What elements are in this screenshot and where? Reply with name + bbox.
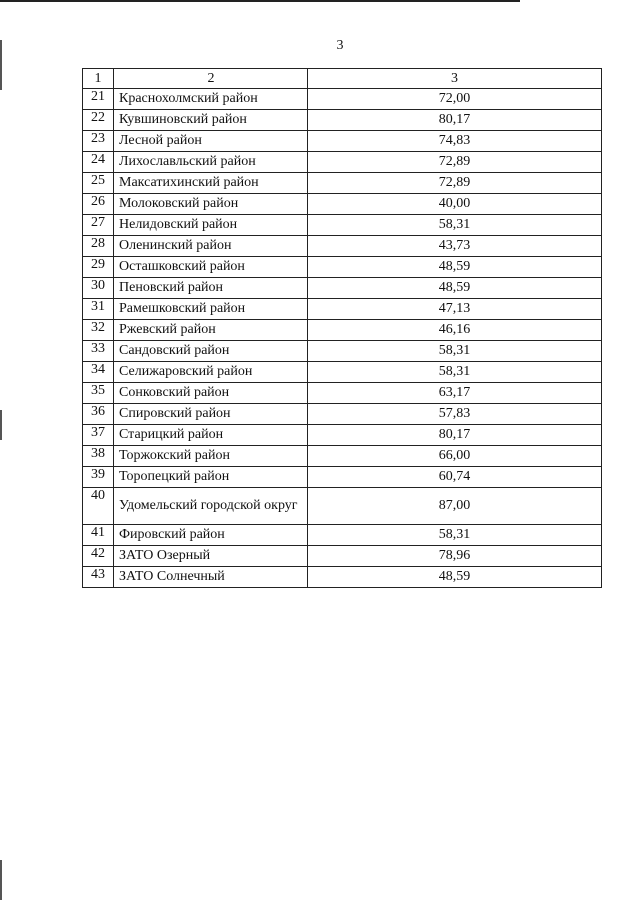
value-cell: 58,31 — [308, 525, 602, 546]
district-name: Торжокский район — [114, 446, 308, 467]
row-number: 30 — [83, 278, 114, 299]
value-cell: 48,59 — [308, 278, 602, 299]
value-cell: 72,89 — [308, 152, 602, 173]
district-name: Кувшиновский район — [114, 110, 308, 131]
row-number: 38 — [83, 446, 114, 467]
district-name: Краснохолмский район — [114, 89, 308, 110]
row-number: 26 — [83, 194, 114, 215]
value-cell: 58,31 — [308, 341, 602, 362]
value-cell: 66,00 — [308, 446, 602, 467]
table-row — [83, 546, 602, 567]
row-number: 32 — [83, 320, 114, 341]
value-cell: 72,89 — [308, 173, 602, 194]
value-cell: 87,00 — [308, 488, 602, 525]
district-name: Удомельский городской округ — [114, 488, 308, 525]
table-header-row — [83, 69, 602, 89]
value-cell: 74,83 — [308, 131, 602, 152]
value-cell: 46,16 — [308, 320, 602, 341]
header-cell: 3 — [308, 69, 602, 89]
value-cell: 78,96 — [308, 546, 602, 567]
value-cell: 58,31 — [308, 362, 602, 383]
page-number: 3 — [336, 38, 344, 53]
table-row — [83, 567, 602, 588]
scan-edge-mark — [0, 410, 2, 440]
row-number: 41 — [83, 525, 114, 546]
district-name: Фировский район — [114, 525, 308, 546]
district-name: ЗАТО Солнечный — [114, 567, 308, 588]
data-table — [82, 68, 602, 588]
table-row — [83, 446, 602, 467]
district-name: Оленинский район — [114, 236, 308, 257]
table-row — [83, 110, 602, 131]
table-row — [83, 341, 602, 362]
table-row — [83, 215, 602, 236]
table-row — [83, 194, 602, 215]
district-name: Рамешковский район — [114, 299, 308, 320]
top-rule — [0, 0, 520, 2]
header-cell: 1 — [83, 69, 114, 89]
row-number: 21 — [83, 89, 114, 110]
row-number: 29 — [83, 257, 114, 278]
header-cell: 2 — [114, 69, 308, 89]
table-row — [83, 299, 602, 320]
row-number: 37 — [83, 425, 114, 446]
row-number: 43 — [83, 567, 114, 588]
row-number: 33 — [83, 341, 114, 362]
table-row — [83, 278, 602, 299]
value-cell: 80,17 — [308, 425, 602, 446]
value-cell: 48,59 — [308, 257, 602, 278]
table-row — [83, 152, 602, 173]
value-cell: 43,73 — [308, 236, 602, 257]
district-name: Молоковский район — [114, 194, 308, 215]
table-row — [83, 320, 602, 341]
row-number: 22 — [83, 110, 114, 131]
district-name: Сонковский район — [114, 383, 308, 404]
row-number: 39 — [83, 467, 114, 488]
district-name: Нелидовский район — [114, 215, 308, 236]
row-number: 42 — [83, 546, 114, 567]
district-name: Осташковский район — [114, 257, 308, 278]
row-number: 40 — [83, 488, 114, 525]
district-name: Пеновский район — [114, 278, 308, 299]
district-name: Старицкий район — [114, 425, 308, 446]
value-cell: 58,31 — [308, 215, 602, 236]
row-number: 23 — [83, 131, 114, 152]
table-row — [83, 89, 602, 110]
district-name: Лесной район — [114, 131, 308, 152]
district-name: Селижаровский район — [114, 362, 308, 383]
table-row — [83, 131, 602, 152]
value-cell: 72,00 — [308, 89, 602, 110]
value-cell: 80,17 — [308, 110, 602, 131]
district-name: Лихославльский район — [114, 152, 308, 173]
table-row — [83, 257, 602, 278]
value-cell: 60,74 — [308, 467, 602, 488]
district-name: Спировский район — [114, 404, 308, 425]
district-name: Сандовский район — [114, 341, 308, 362]
table-row — [83, 236, 602, 257]
district-name: Ржевский район — [114, 320, 308, 341]
value-cell: 57,83 — [308, 404, 602, 425]
row-number: 36 — [83, 404, 114, 425]
table-row — [83, 525, 602, 546]
district-name: Максатихинский район — [114, 173, 308, 194]
row-number: 28 — [83, 236, 114, 257]
value-cell: 47,13 — [308, 299, 602, 320]
row-number: 35 — [83, 383, 114, 404]
table-row — [83, 404, 602, 425]
value-cell: 40,00 — [308, 194, 602, 215]
table-row — [83, 173, 602, 194]
row-number: 31 — [83, 299, 114, 320]
row-number: 25 — [83, 173, 114, 194]
value-cell: 63,17 — [308, 383, 602, 404]
row-number: 24 — [83, 152, 114, 173]
district-name: ЗАТО Озерный — [114, 546, 308, 567]
value-cell: 48,59 — [308, 567, 602, 588]
row-number: 34 — [83, 362, 114, 383]
row-number: 27 — [83, 215, 114, 236]
table-row — [83, 362, 602, 383]
district-name: Торопецкий район — [114, 467, 308, 488]
table-row — [83, 383, 602, 404]
table-row — [83, 467, 602, 488]
table-row — [83, 488, 602, 525]
table-row — [83, 425, 602, 446]
scan-edge-mark — [0, 860, 2, 900]
